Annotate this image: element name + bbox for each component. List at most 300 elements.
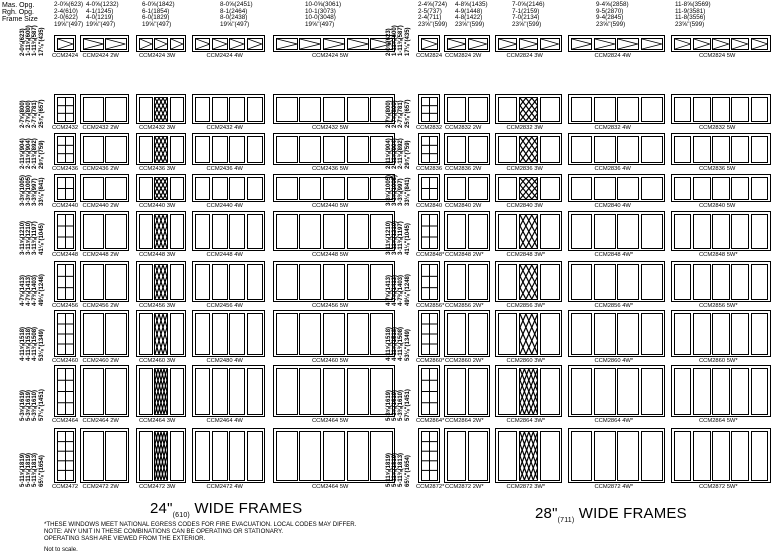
window-sash: [105, 431, 126, 481]
window-sash: [693, 177, 711, 200]
row-header: [386, 327, 411, 361]
window-unit: [418, 310, 440, 357]
row-header-line: 3-3⅝(1005): [392, 174, 399, 206]
row-header-line: 5-11⅝(1819): [386, 452, 392, 487]
row-header-line: 4-7⅝(1413): [20, 274, 26, 306]
window-sash: [751, 264, 769, 300]
column-header-line: 23⅝"(599): [455, 20, 485, 28]
window-unit: [80, 261, 129, 302]
window-sash: [139, 177, 153, 200]
row-header-line: 5-11⅜(1813): [398, 452, 405, 487]
window-unit: [418, 365, 440, 417]
unit-code-label: CCM2456 5W: [312, 303, 349, 309]
window-sash: [170, 313, 184, 355]
window-sash: [751, 214, 769, 249]
column-header: [455, 2, 488, 28]
window-sash: [212, 431, 228, 481]
window-sash: [299, 136, 321, 163]
egress-note: *THESE WINDOWS MEET NATIONAL EGRESS CODES FOR FIRE EVACUATION. LOCAL CODES MAY DIFFER.: [44, 521, 357, 528]
column-header: [418, 2, 447, 28]
unit-code-label: CCM2424 2W: [82, 53, 119, 59]
window-sash: [693, 368, 711, 415]
window-sash: [170, 264, 184, 300]
row-header-line: 2-11⅜(892): [32, 138, 39, 169]
window-unit: [136, 428, 186, 483]
column-header-line: 9-4(2845): [596, 14, 624, 22]
window-sash: [212, 264, 228, 300]
column-header-line: 7-0(2134): [512, 14, 540, 22]
window-sash: [540, 368, 560, 415]
window-sash: [83, 38, 104, 50]
column-header-line: 19⅝"(497): [305, 20, 335, 28]
window-sash: [594, 136, 616, 163]
window-sash: [641, 38, 663, 50]
column-header-line: 6-0⅝(1842): [142, 1, 175, 8]
exterior-view-note: OPERATING SASH ARE VIEWED FROM THE EXTERIOR.: [44, 535, 206, 543]
window-sash: [498, 38, 518, 50]
window-sash: [571, 136, 593, 163]
unit-code-label: CCM2448: [52, 252, 79, 258]
window-sash: [571, 264, 593, 300]
unit-code-label: CCM2848 2W*: [445, 252, 484, 258]
window-sash: [276, 368, 298, 415]
window-sash: [105, 368, 126, 415]
window-sash: [751, 97, 769, 122]
window-sash: [57, 177, 74, 200]
unit-code-label: CCM2832: [416, 125, 443, 131]
row-header-line: 5-11⅝(1819): [392, 452, 399, 487]
window-sash: [447, 177, 467, 200]
window-unit: [495, 428, 562, 483]
window-unit: [192, 365, 265, 417]
window-unit: [192, 35, 265, 52]
window-sash: [540, 431, 560, 481]
row-header-line: 1-11⅜(587): [32, 25, 39, 56]
column-header: [86, 2, 119, 28]
window-sash: [540, 97, 560, 122]
window-sash: [276, 136, 298, 163]
column-header-line: 2-4(610): [54, 7, 78, 15]
window-sash: [447, 136, 467, 163]
window-sash: [751, 368, 769, 415]
window-unit: [568, 94, 665, 124]
window-unit: [80, 211, 129, 251]
column-header-line: 19⅝"(497): [142, 20, 172, 28]
unit-code-label: CCM2848 5W*: [699, 252, 738, 258]
window-sash: [712, 97, 730, 122]
window-sash: [229, 431, 245, 481]
window-sash: [154, 38, 168, 50]
row-header: [20, 453, 45, 487]
window-sash: [247, 97, 263, 122]
unit-code-label: CCM2464 2W: [82, 418, 119, 424]
window-sash: [212, 368, 228, 415]
window-sash: [276, 177, 298, 200]
window-unit: [418, 94, 440, 124]
column-header-line: 9-4⅝(2858): [596, 1, 629, 8]
window-unit: [568, 365, 665, 417]
window-sash: [299, 214, 321, 249]
window-sash: [693, 38, 711, 50]
window-unit: [136, 310, 186, 357]
window-sash: [170, 214, 184, 249]
window-sash: [712, 264, 730, 300]
unit-code-label: CCM2836: [416, 166, 443, 172]
window-sash: [323, 368, 345, 415]
column-header-line: 19⅝"(497): [54, 20, 84, 28]
row-header-line: 41⅛"(1045): [38, 223, 45, 255]
window-sash: [212, 214, 228, 249]
unit-code-label: CCM2448 2W: [82, 252, 119, 258]
window-unit: [192, 133, 265, 165]
window-sash: [212, 38, 228, 50]
unit-code-label: CCM2460 5W: [312, 358, 349, 364]
unit-code-label: CCM2872 2W*: [445, 484, 484, 490]
window-sash: [519, 214, 539, 249]
window-sash: [731, 97, 749, 122]
row-header-line: 57⅛"(1451): [38, 389, 45, 421]
unit-code-label: CCM2856 2W*: [445, 303, 484, 309]
window-unit: [495, 261, 562, 302]
window-sash: [57, 368, 74, 415]
window-sash: [617, 368, 639, 415]
row-header-line: 4-11⅜(1508): [398, 326, 405, 361]
unit-code-label: CCM2864 4W*: [594, 418, 634, 424]
window-unit: [136, 261, 186, 302]
window-sash: [299, 264, 321, 300]
unit-code-label: CCM2472 3W: [139, 484, 176, 490]
window-sash: [594, 38, 616, 50]
window-sash: [498, 368, 518, 415]
unit-code-label: CCM2860 4W*: [594, 358, 634, 364]
unit-code-label: CCM2464 5W: [312, 484, 349, 490]
right-title-unit: (711): [557, 517, 575, 524]
left-group-title: [150, 500, 302, 519]
window-sash: [447, 264, 467, 300]
window-sash: [674, 264, 692, 300]
row-header-line: 2-11⅜(892): [398, 138, 405, 169]
row-header-line: 2-11⅝(904): [26, 138, 33, 169]
legend-frame-size: Frame Size: [2, 16, 38, 24]
unit-code-label: CCM2860 3W*: [506, 358, 546, 364]
window-sash: [519, 136, 539, 163]
window-unit: [671, 133, 771, 165]
row-header: [20, 25, 45, 56]
window-sash: [323, 431, 345, 481]
window-unit: [568, 211, 665, 251]
window-unit: [54, 211, 76, 251]
window-sash: [347, 313, 369, 355]
window-sash: [83, 431, 104, 481]
column-header: [675, 2, 711, 28]
window-sash: [641, 264, 663, 300]
row-header-line: 65⅛"(1654): [38, 455, 45, 487]
window-sash: [195, 264, 211, 300]
window-unit: [54, 428, 76, 483]
window-sash: [468, 264, 488, 300]
unit-code-label: CCM2860 5W*: [699, 358, 738, 364]
row-header: [386, 221, 411, 255]
window-sash: [571, 38, 593, 50]
window-sash: [693, 214, 711, 249]
window-sash: [347, 214, 369, 249]
unit-code-label: CCM2456 3W: [139, 303, 176, 309]
unit-code-label: CCM2436 3W: [139, 166, 176, 172]
window-unit: [136, 94, 186, 124]
window-sash: [447, 214, 467, 249]
column-header-line: 23⅝"(599): [512, 20, 542, 28]
column-header-line: 8-0(2438): [220, 14, 248, 22]
row-header-line: 29⅞"(759): [38, 140, 45, 169]
window-sash: [139, 313, 153, 355]
row-header-line: 3-11⅝(1210): [386, 220, 392, 255]
unit-code-label: CCM2432 3W: [139, 125, 176, 131]
row-header-line: 3-11⅜(1197): [32, 221, 39, 255]
row-header: [20, 175, 45, 206]
unit-code-label: CCM2824 3W: [506, 53, 543, 59]
window-unit: [444, 365, 490, 417]
window-unit: [136, 133, 186, 165]
window-unit: [568, 174, 665, 202]
window-unit: [136, 35, 186, 52]
window-sash: [276, 264, 298, 300]
window-sash: [674, 136, 692, 163]
window-sash: [154, 177, 168, 200]
window-sash: [212, 97, 228, 122]
window-sash: [693, 97, 711, 122]
column-header-line: 4-0(1219): [86, 14, 114, 22]
row-header-line: 2-0⅝(623): [20, 28, 26, 56]
row-header-line: 3-3⅝(1005): [20, 174, 26, 206]
window-unit: [54, 94, 76, 124]
unit-code-label: CCM2440 5W: [312, 203, 349, 209]
window-sash: [540, 136, 560, 163]
row-header: [20, 138, 45, 169]
unit-code-label: CCM2460 2W: [82, 358, 119, 364]
window-sash: [712, 214, 730, 249]
window-sash: [421, 97, 438, 122]
window-sash: [276, 97, 298, 122]
unit-code-label: CCM2872*: [416, 484, 445, 490]
window-sash: [617, 177, 639, 200]
window-sash: [139, 431, 153, 481]
unit-code-label: CCM2464: [52, 418, 79, 424]
row-header-line: 3-11⅜(1197): [398, 221, 405, 255]
row-header-line: 4-11⅝(1518): [26, 326, 33, 361]
unit-code-label: CCM2464 4W: [206, 418, 243, 424]
window-sash: [57, 136, 74, 163]
column-header-line: 2-4(711): [418, 14, 442, 22]
unit-code-label: CCM2436 5W: [312, 166, 349, 172]
right-title-width: 28": [535, 505, 558, 522]
window-sash: [641, 368, 663, 415]
window-sash: [154, 313, 168, 355]
row-header: [386, 453, 411, 487]
window-sash: [468, 136, 488, 163]
unit-code-label: CCM2436: [52, 166, 79, 172]
column-header-line: 6-0(1829): [142, 14, 170, 22]
column-header: [220, 2, 253, 28]
column-header-line: 8-0⅝(2451): [220, 1, 253, 8]
window-sash: [347, 177, 369, 200]
unit-code-label: CCM2840 2W: [445, 203, 482, 209]
column-header-line: 23⅝"(599): [675, 20, 705, 28]
window-sash: [299, 313, 321, 355]
window-unit: [418, 174, 440, 202]
row-header-line: 2-7⅞(781): [398, 100, 405, 128]
window-sash: [247, 38, 263, 50]
window-unit: [54, 365, 76, 417]
row-header-line: 5-11⅝(1819): [26, 452, 33, 487]
window-sash: [170, 368, 184, 415]
window-sash: [498, 431, 518, 481]
window-sash: [674, 431, 692, 481]
operating-note: NOTE: ANY UNIT IN THESE COMBINATIONS CAN BE OPERATING OR STATIONARY.: [44, 528, 284, 536]
unit-code-label: CCM2472: [52, 484, 79, 490]
window-sash: [154, 97, 168, 122]
window-unit: [273, 94, 395, 124]
window-unit: [444, 174, 490, 202]
column-header: [142, 2, 175, 28]
window-sash: [712, 368, 730, 415]
window-sash: [540, 214, 560, 249]
window-unit: [192, 428, 265, 483]
window-unit: [444, 94, 490, 124]
window-sash: [299, 38, 321, 50]
window-sash: [323, 177, 345, 200]
window-sash: [751, 136, 769, 163]
window-unit: [418, 133, 440, 165]
window-unit: [80, 310, 129, 357]
row-header-line: 1-11⅝(600): [392, 25, 399, 56]
window-sash: [195, 38, 211, 50]
window-sash: [347, 38, 369, 50]
window-sash: [731, 368, 749, 415]
window-sash: [276, 214, 298, 249]
window-unit: [54, 35, 76, 52]
row-header-line: 5-3⅝(1619): [392, 389, 399, 421]
window-sash: [247, 431, 263, 481]
window-sash: [617, 97, 639, 122]
window-sash: [712, 177, 730, 200]
window-sash: [105, 313, 126, 355]
row-header-line: 3-3⅜(997): [398, 178, 405, 206]
unit-code-label: CCM2848 3W*: [506, 252, 546, 258]
column-header-line: 19⅝"(497): [86, 20, 116, 28]
window-sash: [83, 177, 104, 200]
row-header-line: 2-7⅝(800): [26, 100, 33, 128]
unit-code-label: CCM2832 3W: [506, 125, 543, 131]
row-header-line: 4-7⅝(1413): [392, 274, 399, 306]
window-sash: [229, 136, 245, 163]
column-header-line: 7-1(2159): [512, 7, 540, 15]
window-sash: [641, 313, 663, 355]
window-sash: [139, 368, 153, 415]
window-unit: [418, 261, 440, 302]
row-header-line: 5-3⅜(1610): [398, 389, 405, 421]
row-header-line: 17⅛"(435): [404, 27, 411, 56]
unit-code-label: CCM2836 4W: [594, 166, 631, 172]
window-sash: [229, 264, 245, 300]
row-header-line: 3-11⅝(1210): [26, 220, 33, 255]
unit-code-label: CCM2448 4W: [206, 252, 243, 258]
row-header-line: 33⅛"(841): [38, 177, 45, 206]
window-unit: [192, 310, 265, 357]
window-sash: [154, 368, 168, 415]
window-sash: [170, 38, 184, 50]
row-header-line: 2-7⅞(781): [32, 100, 39, 128]
row-header-line: 2-0⅝(623): [386, 28, 392, 56]
window-sash: [571, 368, 593, 415]
window-sash: [347, 136, 369, 163]
unit-code-label: CCM2432 2W: [82, 125, 119, 131]
window-unit: [80, 428, 129, 483]
window-sash: [731, 214, 749, 249]
unit-code-label: CCM2864*: [416, 418, 445, 424]
footnotes: [44, 521, 356, 553]
column-header-line: 11-8⅝(3569): [675, 1, 711, 8]
column-header-line: 4-9(1448): [455, 7, 483, 15]
window-unit: [273, 365, 395, 417]
window-sash: [731, 431, 749, 481]
window-sash: [594, 368, 616, 415]
unit-code-label: CCM2840 3W: [506, 203, 543, 209]
window-sash: [674, 97, 692, 122]
window-unit: [418, 428, 440, 483]
column-header-line: 2-0⅝(623): [54, 1, 84, 8]
window-sash: [323, 264, 345, 300]
window-sash: [83, 214, 104, 249]
window-sash: [519, 313, 539, 355]
unit-code-label: CCM2848*: [416, 252, 445, 258]
window-sash: [347, 431, 369, 481]
window-sash: [540, 264, 560, 300]
window-sash: [299, 177, 321, 200]
window-unit: [418, 35, 440, 52]
row-header-line: 4-7⅜(1403): [398, 274, 405, 306]
row-header: [386, 175, 411, 206]
unit-code-label: CCM2824 4W: [594, 53, 631, 59]
window-unit: [54, 310, 76, 357]
window-unit: [568, 428, 665, 483]
unit-code-label: CCM2860*: [416, 358, 445, 364]
row-header-line: 4-11⅝(1518): [392, 326, 399, 361]
unit-code-label: CCM2432 5W: [312, 125, 349, 131]
column-header-line: 10-1(3073): [305, 7, 336, 15]
window-sash: [751, 38, 769, 50]
row-header-line: 2-7⅝(800): [392, 100, 399, 128]
unit-code-label: CCM2440 2W: [82, 203, 119, 209]
unit-code-label: CCM2860 2W*: [445, 358, 484, 364]
window-sash: [229, 97, 245, 122]
unit-code-label: CCM2424: [52, 53, 79, 59]
column-header: [305, 2, 341, 28]
window-sash: [751, 177, 769, 200]
unit-code-label: CCM2448 3W: [139, 252, 176, 258]
window-sash: [641, 136, 663, 163]
window-sash: [693, 264, 711, 300]
unit-code-label: CCM2440: [52, 203, 79, 209]
window-unit: [273, 211, 395, 251]
row-header-line: 5-3⅝(1619): [386, 389, 392, 421]
window-sash: [229, 38, 245, 50]
right-title-suffix: WIDE FRAMES: [574, 505, 687, 522]
column-header-line: 23⅝"(599): [596, 20, 626, 28]
unit-code-label: CCM2824: [416, 53, 443, 59]
window-sash: [247, 177, 263, 200]
window-sash: [154, 264, 168, 300]
row-header: [386, 389, 411, 421]
